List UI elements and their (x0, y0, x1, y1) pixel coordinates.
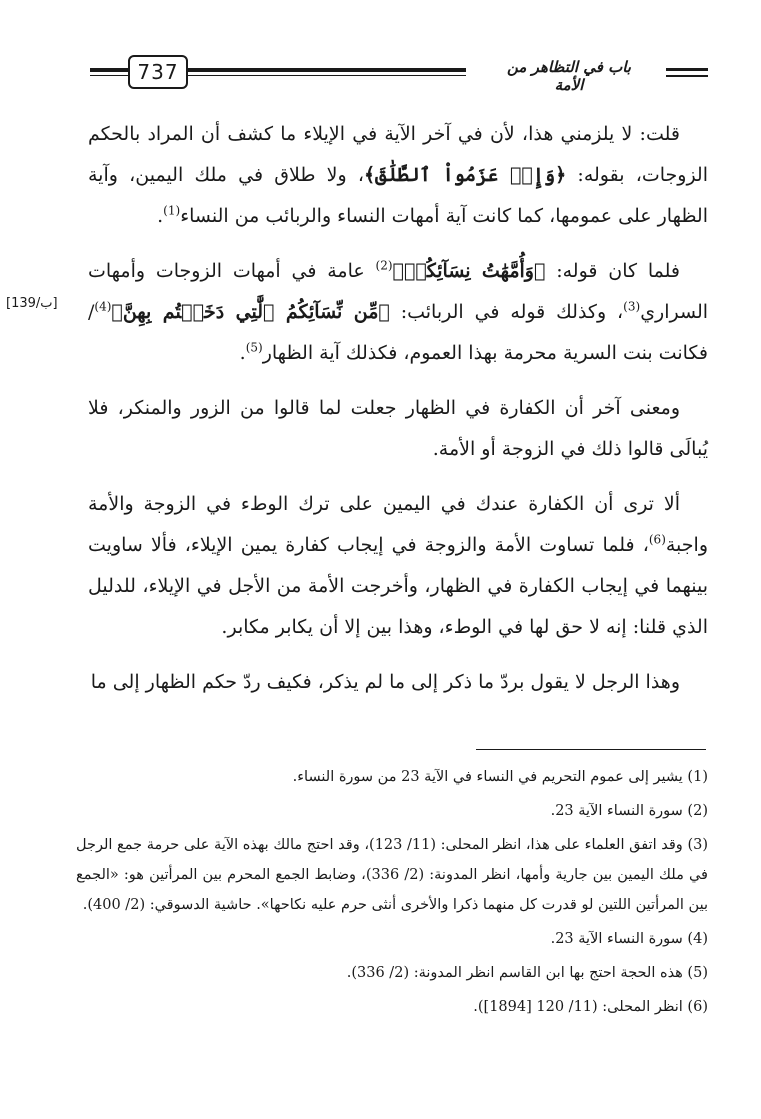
footnotes (76, 762, 708, 1026)
footnote-ref-1: (1) (163, 203, 181, 218)
p1-text-b: ، ولا طلاق في ملك اليمين، وآية الظهار على عمومها، كما كانت آية أمهات النساء والربائب من النساء (88, 164, 708, 227)
footnote-3: (3) وقد اتفق العلماء على هذا، انظر المحلى: (11/ 123)، وقد احتج مالك بهذه الآية على حرمة جمع الرجل في ملك اليمين بين جارية وأمها، انظر المدونة: (2/ 336)، وضابط الجمع المحرم بين المرأتين هو: «الجمع بين المرأتين اللتين لو قدرت كل منهما ذكرا والأخرى أنثى حرم عليه نكاحها». حاشية الدسوقي: (2/ 400). (76, 837, 709, 913)
body-text (88, 114, 708, 713)
header-rule-left (90, 68, 130, 72)
page-number-text: 737 (137, 60, 179, 84)
margin-reference: [139/ب] (6, 296, 58, 311)
paragraph-5: وهذا الرجل لا يقول بردّ ما ذكر إلى ما لم يذكر، فكيف ردّ حكم الظهار إلى ما (90, 671, 680, 693)
p2-text-d: / فكانت بنت السرية محرمة بهذا العموم، فكذلك آية الظهار (88, 301, 708, 364)
page-number (128, 55, 188, 89)
p4-text-b: ، فلما تساوت الأمة والزوجة في إيجاب كفارة يمين الإيلاء، فألا ساويت بينهما في إيجاب الكفارة في الظهار، وأخرجت الأمة من الأجل في الإيلاء، للدليل الذي قلنا: إنه لا حق لها في الوطء، وهذا بين إلا أن يكابر مكابر. (88, 534, 708, 638)
paragraph-2 (88, 251, 708, 374)
footnote-ref-3: (3) (623, 299, 641, 314)
footnote-ref-2: (2) (375, 258, 393, 273)
paragraph-3: ومعنى آخر أن الكفارة في الظهار جعلت لما قالوا من الزور والمنكر، فلا يُبالَى قالوا ذلك في الزوجة أو الأمة. (88, 397, 708, 460)
p1-text-a: قلت: لا يلزمني هذا، لأن في آخر الآية في الإيلاء ما كشف أن المراد بالحكم الزوجات، بقوله: (88, 123, 708, 186)
footnote-ref-6: (6) (648, 532, 666, 547)
footnote-4: (4) سورة النساء الآية 23. (550, 931, 708, 947)
running-title: باب في التظاهر من الأمة (507, 58, 631, 94)
p2-text-c: ، وكذلك قوله في الربائب: (389, 301, 624, 323)
footnote-1: (1) يشير إلى عموم التحريم في النساء في الآية 23 من سورة النساء. (292, 769, 708, 785)
p4-text-a: ألا ترى أن الكفارة عندك في اليمين على ترك الوطء في الزوجة والأمة واجبة (88, 493, 708, 556)
p2-quran-quote-1: ﴿وَأُمَّهَٰتُ نِسَآئِكُمۡ﴾ (392, 260, 546, 282)
paragraph-4 (88, 484, 708, 648)
header-rule-left-thin (90, 75, 130, 76)
header-rule-middle (184, 68, 466, 72)
header-rule-right-thin (666, 75, 708, 77)
p1-quran-quote: ﴿وَإِنۡ عَزَمُواْ ٱلطَّلَٰقَ﴾ (364, 164, 567, 186)
footnote-2: (2) سورة النساء الآية 23. (550, 803, 708, 819)
p2-text-b: عامة في أمهات الزوجات وأمهات السراري (88, 260, 709, 323)
p2-text-e: . (239, 342, 246, 364)
p1-text-c: . (157, 205, 164, 227)
footnote-6: (6) انظر المحلى: (11/ 120 [1894]). (473, 999, 708, 1015)
footnote-ref-4: (4) (94, 299, 112, 314)
footnote-separator (476, 749, 706, 750)
p2-text-a: فلما كان قوله: (545, 260, 681, 282)
paragraph-1 (88, 114, 708, 237)
footnote-5: (5) هذه الحجة احتج بها ابن القاسم انظر المدونة: (2/ 336). (346, 965, 708, 981)
p2-quran-quote-2: ﴿مِّن نِّسَآئِكُمُ ٱلَّٰتِي دَخَلۡتُم بِهِنَّ﴾ (111, 301, 390, 323)
header-rule-right (666, 68, 708, 71)
footnote-ref-5: (5) (245, 340, 263, 355)
header-rule-middle-thin (184, 75, 466, 76)
